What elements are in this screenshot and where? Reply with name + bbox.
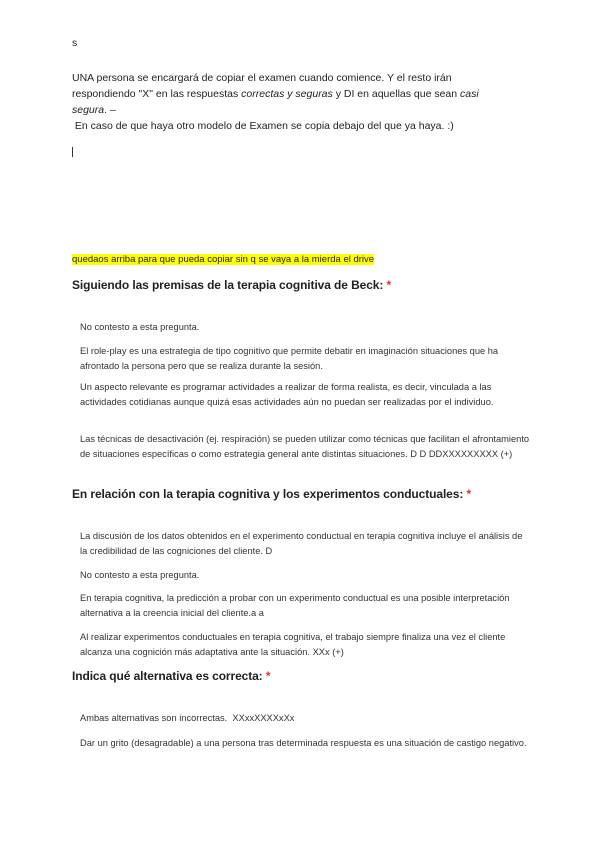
question-2-title: En relación con la terapia cognitiva y los experimentos conductuales: * bbox=[72, 487, 472, 501]
q3-option-2[interactable]: Dar un grito (desagradable) a una persona tras determinada respuesta es una situación de castigo negativo. bbox=[80, 738, 527, 748]
q2-option-1[interactable]: La discusión de los datos obtenidos en el experimento conductual en terapia cognitiva incluye el análisis de la credibilidad de las cogniciones del cliente. D bbox=[80, 531, 523, 556]
q3-option-1[interactable]: Ambas alternativas son incorrectas. XXxxXXXXxXx bbox=[80, 713, 295, 723]
q1-option-1[interactable]: No contesto a esta pregunta. bbox=[80, 322, 200, 332]
intro-line-4: En caso de que haya otro modelo de Examen se copia debajo del que ya haya. :) bbox=[72, 120, 454, 132]
q1-option-4[interactable]: Las técnicas de desactivación (ej. respiración) se pueden utilizar como técnicas que facilitan el afrontamiento de situaciones específicas o como estrategia general ante distintas situaciones. D D DDXXXXXXXXX (+) bbox=[80, 434, 530, 459]
intro-line-3: segura. – bbox=[72, 104, 116, 116]
question-1-title: Siguiendo las premisas de la terapia cognitiva de Beck: * bbox=[72, 278, 392, 292]
intro-line-2: respondiendo "X" en las respuestas correctas y seguras y DI en aquellas que sean casi bbox=[72, 88, 479, 100]
q2-option-3[interactable]: En terapia cognitiva, la predicción a probar con un experimento conductual es una posible interpretación alternativa a la creencia inicial del cliente.a a bbox=[80, 593, 510, 618]
q1-option-3[interactable]: Un aspecto relevante es programar actividades a realizar de forma realista, es decir, vinculada a las actividades cotidianas aunque quizá esas actividades aún no puedan ser realizadas por el individuo. bbox=[80, 382, 494, 407]
q2-option-4[interactable]: Al realizar experimentos conductuales en terapia cognitiva, el trabajo siempre finaliza una vez el cliente alcanza una cognición más adaptativa ante la situación. XXx (+) bbox=[80, 632, 506, 657]
intro-paragraph bbox=[72, 70, 542, 134]
question-3-title: Indica qué alternativa es correcta: * bbox=[72, 669, 271, 683]
required-asterisk: * bbox=[265, 669, 271, 683]
highlight-text: quedaos arriba para que pueda copiar sin q se vaya a la mierda el drive bbox=[72, 254, 375, 265]
text-cursor bbox=[72, 147, 73, 157]
q2-option-2[interactable]: No contesto a esta pregunta. bbox=[80, 570, 200, 580]
highlight-note bbox=[72, 249, 374, 267]
required-asterisk: * bbox=[466, 487, 472, 501]
intro-line-1: UNA persona se encargará de copiar el examen cuando comience. Y el resto irán bbox=[72, 72, 452, 84]
q1-option-2[interactable]: El role-play es una estrategia de tipo cognitivo que permite debatir en imaginación situaciones que ha afrontado la persona pero que se realiza durante la sesión. bbox=[80, 346, 499, 371]
required-asterisk: * bbox=[386, 278, 392, 292]
header-mark: s bbox=[72, 37, 78, 49]
